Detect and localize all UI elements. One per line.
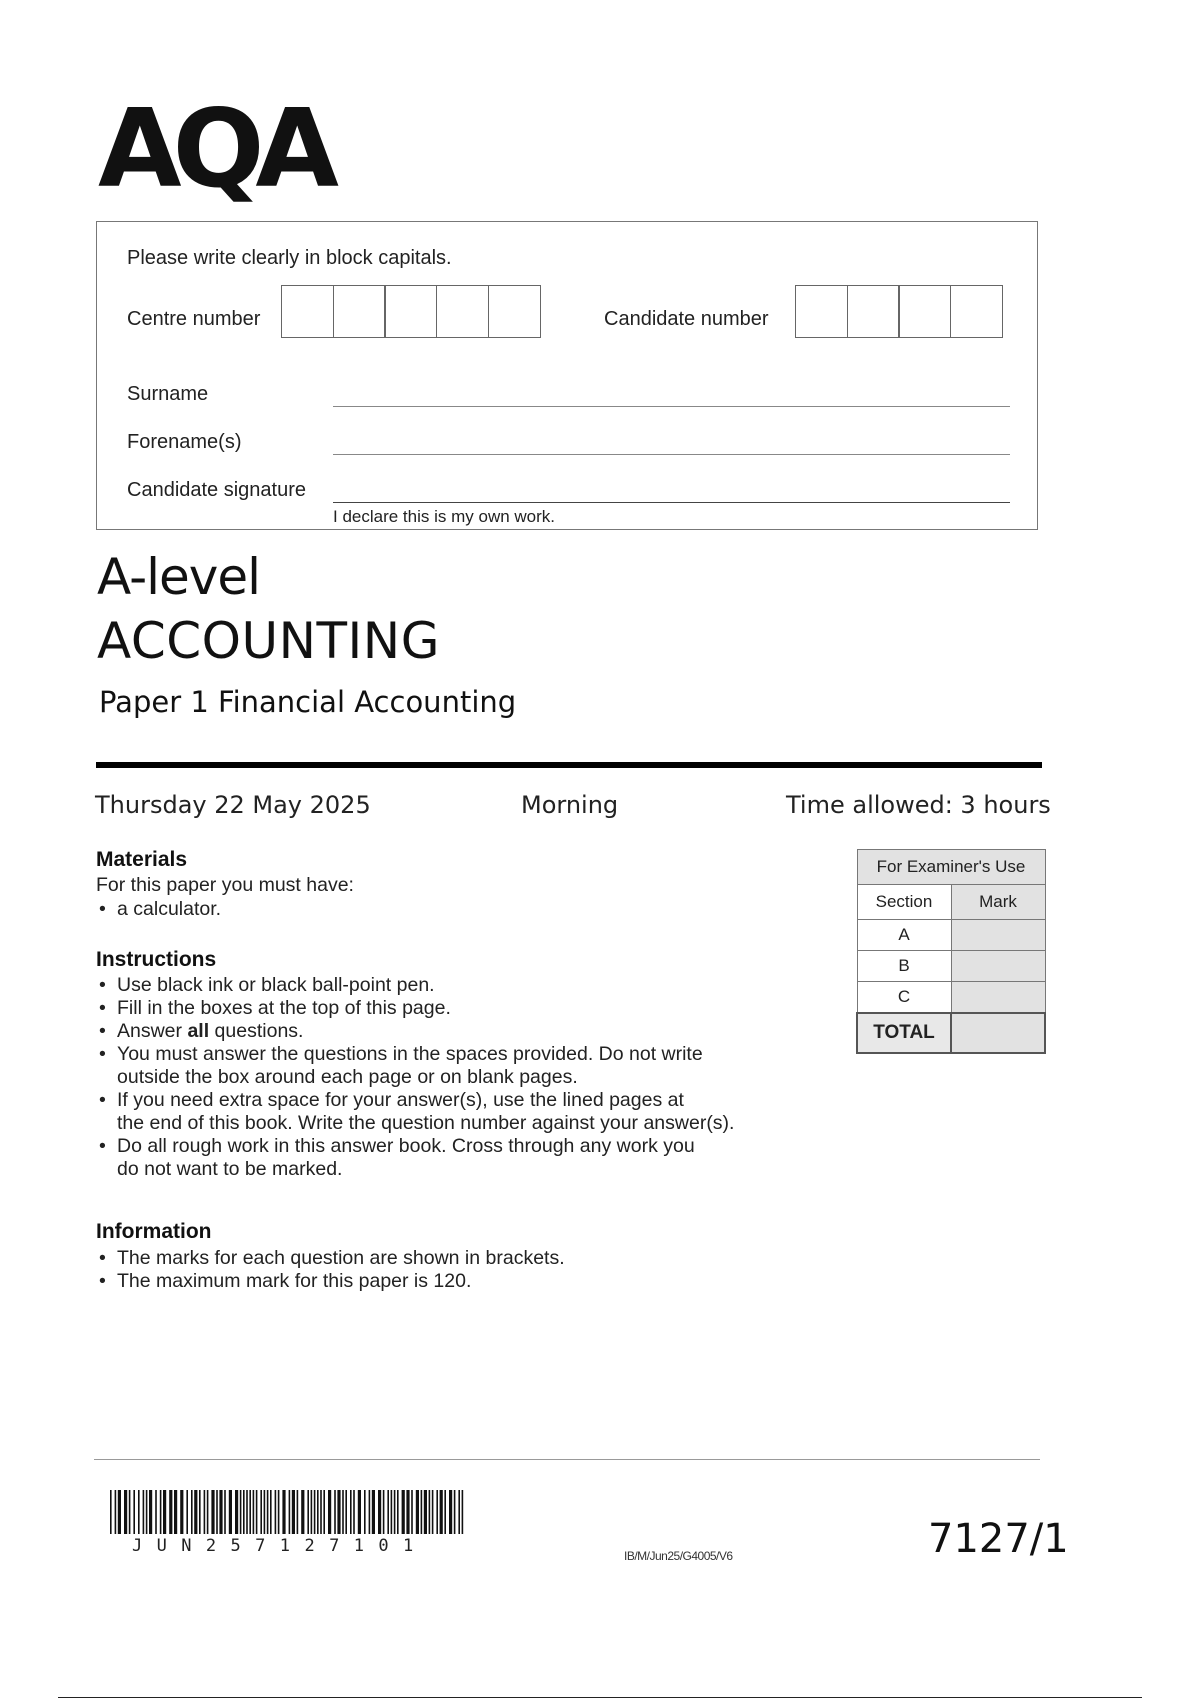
footer-divider (94, 1459, 1040, 1460)
centre-number-digit-box[interactable] (333, 285, 386, 338)
centre-number-field[interactable] (281, 285, 541, 338)
section-column-header: Section (857, 885, 951, 920)
barcode-bar (204, 1490, 206, 1534)
barcode-bar (149, 1490, 152, 1534)
barcode-bar (180, 1490, 183, 1534)
examiners-use-table (856, 849, 1046, 1054)
barcode-bar (160, 1490, 162, 1534)
declaration-text: I declare this is my own work. (333, 507, 556, 526)
barcode-bar (297, 1490, 299, 1534)
barcode-bar (369, 1490, 371, 1534)
barcode-bar (301, 1490, 304, 1534)
barcode-bar (394, 1490, 396, 1534)
barcode-bar (421, 1490, 423, 1534)
barcode-bar (337, 1490, 340, 1534)
barcode-bar (155, 1490, 157, 1534)
barcode-bar (138, 1490, 140, 1534)
aqa-logo: AQA (98, 87, 330, 212)
section-label-b: B (857, 951, 951, 982)
barcode-bar (256, 1490, 258, 1534)
barcode-bar (235, 1490, 238, 1534)
barcode-bar (307, 1490, 309, 1534)
barcode-bar (163, 1490, 166, 1534)
barcode-bar (253, 1490, 255, 1534)
centre-number-digit-box[interactable] (488, 285, 541, 338)
candidate-number-digit-box[interactable] (898, 285, 951, 338)
barcode-bar (270, 1490, 272, 1534)
barcode-bar (289, 1490, 291, 1534)
time-allowed: Time allowed: 3 hours (786, 791, 1051, 819)
materials-list (96, 898, 221, 921)
barcode-bar (118, 1490, 121, 1534)
instructions-list (96, 974, 734, 1181)
list-item: • The marks for each question are shown in brackets. (96, 1247, 565, 1270)
barcode-bar (406, 1490, 409, 1534)
barcode-bar (169, 1490, 172, 1534)
barcode-bar (282, 1490, 285, 1534)
list-item: • The maximum mark for this paper is 120. (96, 1270, 565, 1293)
list-item: • Answer all questions. (96, 1020, 734, 1043)
barcode-bar (146, 1490, 148, 1534)
barcode-bar (249, 1490, 251, 1534)
section-label-a: A (857, 920, 951, 951)
barcode-bar (129, 1490, 131, 1534)
total-mark-cell (951, 1013, 1045, 1053)
centre-number-digit-box[interactable] (384, 285, 437, 338)
barcode-bar (115, 1490, 117, 1534)
barcode-bar (328, 1490, 331, 1534)
barcode-bar (229, 1490, 232, 1534)
barcode-bar (342, 1490, 344, 1534)
list-item: • If you need extra space for your answer(s), use the lined pages at the end of this book. Write the question number against your answer(s). (96, 1089, 734, 1135)
centre-number-digit-box[interactable] (281, 285, 334, 338)
barcode-bar (383, 1490, 385, 1534)
barcode-bar (191, 1490, 193, 1534)
barcode-bar (411, 1490, 413, 1534)
barcode-bar (211, 1490, 214, 1534)
mark-column-header: Mark (951, 885, 1045, 920)
barcode-bar (454, 1490, 456, 1534)
centre-number-digit-box[interactable] (436, 285, 489, 338)
barcode-bar (391, 1490, 393, 1534)
barcode-bar (317, 1490, 319, 1534)
list-item: • Use black ink or black ball-point pen. (96, 974, 734, 997)
barcode-bar (364, 1490, 366, 1534)
barcode-bar (444, 1490, 446, 1534)
barcode-bar (358, 1490, 361, 1534)
barcode-bar (314, 1490, 316, 1534)
barcode-bar (133, 1490, 135, 1534)
document-reference: IB/M/Jun25/G4005/V6 (624, 1549, 733, 1563)
barcode-bar (334, 1490, 336, 1534)
paper-code: 7127/1 (928, 1516, 1069, 1562)
barcode-bar (207, 1490, 209, 1534)
barcode-bar (311, 1490, 313, 1534)
instructions-heading: Instructions (96, 948, 217, 971)
barcode-bar (320, 1490, 322, 1534)
forenames-label: Forename(s) (127, 431, 242, 453)
candidate-number-field[interactable] (795, 285, 1003, 338)
barcode-bar (110, 1490, 112, 1534)
barcode-bar (240, 1490, 242, 1534)
barcode-bar (432, 1490, 434, 1534)
barcode-bar (124, 1490, 127, 1534)
barcode-bar (267, 1490, 269, 1534)
barcode-bar (397, 1490, 399, 1534)
barcode-bar (278, 1490, 280, 1534)
total-label: TOTAL (857, 1013, 951, 1053)
information-list (96, 1247, 565, 1293)
materials-heading: Materials (96, 848, 188, 871)
examiners-use-title: For Examiner's Use (857, 850, 1045, 885)
barcode-bar (387, 1490, 389, 1534)
barcode-bar (224, 1490, 226, 1534)
surname-line[interactable] (333, 406, 1010, 407)
barcode-text: JUN257127101 (132, 1536, 428, 1556)
paper-title: Paper 1 Financial Accounting (99, 685, 517, 719)
barcode-bar (194, 1490, 197, 1534)
mark-cell (951, 982, 1045, 1014)
exam-session: Morning (521, 791, 619, 819)
exam-date: Thursday 22 May 2025 (95, 791, 371, 819)
signature-line[interactable] (333, 502, 1010, 503)
block-capitals-instruction: Please write clearly in block capitals. (127, 247, 452, 269)
barcode-bar (174, 1490, 177, 1534)
subject-title: ACCOUNTING (97, 612, 440, 670)
title-divider (96, 762, 1042, 768)
mark-cell (951, 920, 1045, 951)
barcode-bar (424, 1490, 427, 1534)
forenames-line[interactable] (333, 454, 1010, 455)
barcode-bar (292, 1490, 295, 1534)
barcode-bar (353, 1490, 355, 1534)
barcode-bar (378, 1490, 381, 1534)
candidate-number-digit-box[interactable] (847, 285, 900, 338)
list-item: • Do all rough work in this answer book. Cross through any work you do not want to be marked. (96, 1135, 734, 1181)
barcode-bar (246, 1490, 248, 1534)
information-heading: Information (96, 1220, 212, 1243)
list-item: • You must answer the questions in the spaces provided. Do not write outside the box around each page or on blank pages. (96, 1043, 734, 1089)
list-item: • Fill in the boxes at the top of this page. (96, 997, 734, 1020)
barcode-bar (440, 1490, 443, 1534)
barcode-bar (458, 1490, 460, 1534)
barcode-bar (449, 1490, 452, 1534)
emphasis-all: all (187, 1020, 210, 1042)
barcode-bar (429, 1490, 431, 1534)
barcode-bar (243, 1490, 245, 1534)
barcode-bar (264, 1490, 266, 1534)
barcode-bar (436, 1490, 438, 1534)
surname-label: Surname (127, 383, 209, 405)
barcode-bar (402, 1490, 405, 1534)
page-bottom-rule (58, 1697, 1142, 1698)
barcode-bar (143, 1490, 145, 1534)
candidate-number-label: Candidate number (604, 308, 769, 330)
barcode-bar (186, 1490, 188, 1534)
barcode-bar (260, 1490, 262, 1534)
barcode-bar (219, 1490, 222, 1534)
materials-intro: For this paper you must have: (96, 874, 354, 896)
barcode-bar (216, 1490, 218, 1534)
qualification-level: A-level (97, 548, 261, 606)
barcode-bar (350, 1490, 352, 1534)
section-label-c: C (857, 982, 951, 1014)
mark-cell (951, 951, 1045, 982)
barcode (110, 1490, 466, 1534)
barcode-bar (199, 1490, 201, 1534)
signature-label: Candidate signature (127, 479, 307, 501)
barcode-bar (323, 1490, 325, 1534)
barcode-bar (345, 1490, 347, 1534)
barcode-bar (275, 1490, 277, 1534)
barcode-bar (462, 1490, 464, 1534)
centre-number-label: Centre number (127, 308, 261, 330)
candidate-number-digit-box[interactable] (950, 285, 1003, 338)
candidate-number-digit-box[interactable] (795, 285, 848, 338)
barcode-bar (372, 1490, 375, 1534)
list-item: • a calculator. (96, 898, 221, 921)
barcode-bar (416, 1490, 419, 1534)
